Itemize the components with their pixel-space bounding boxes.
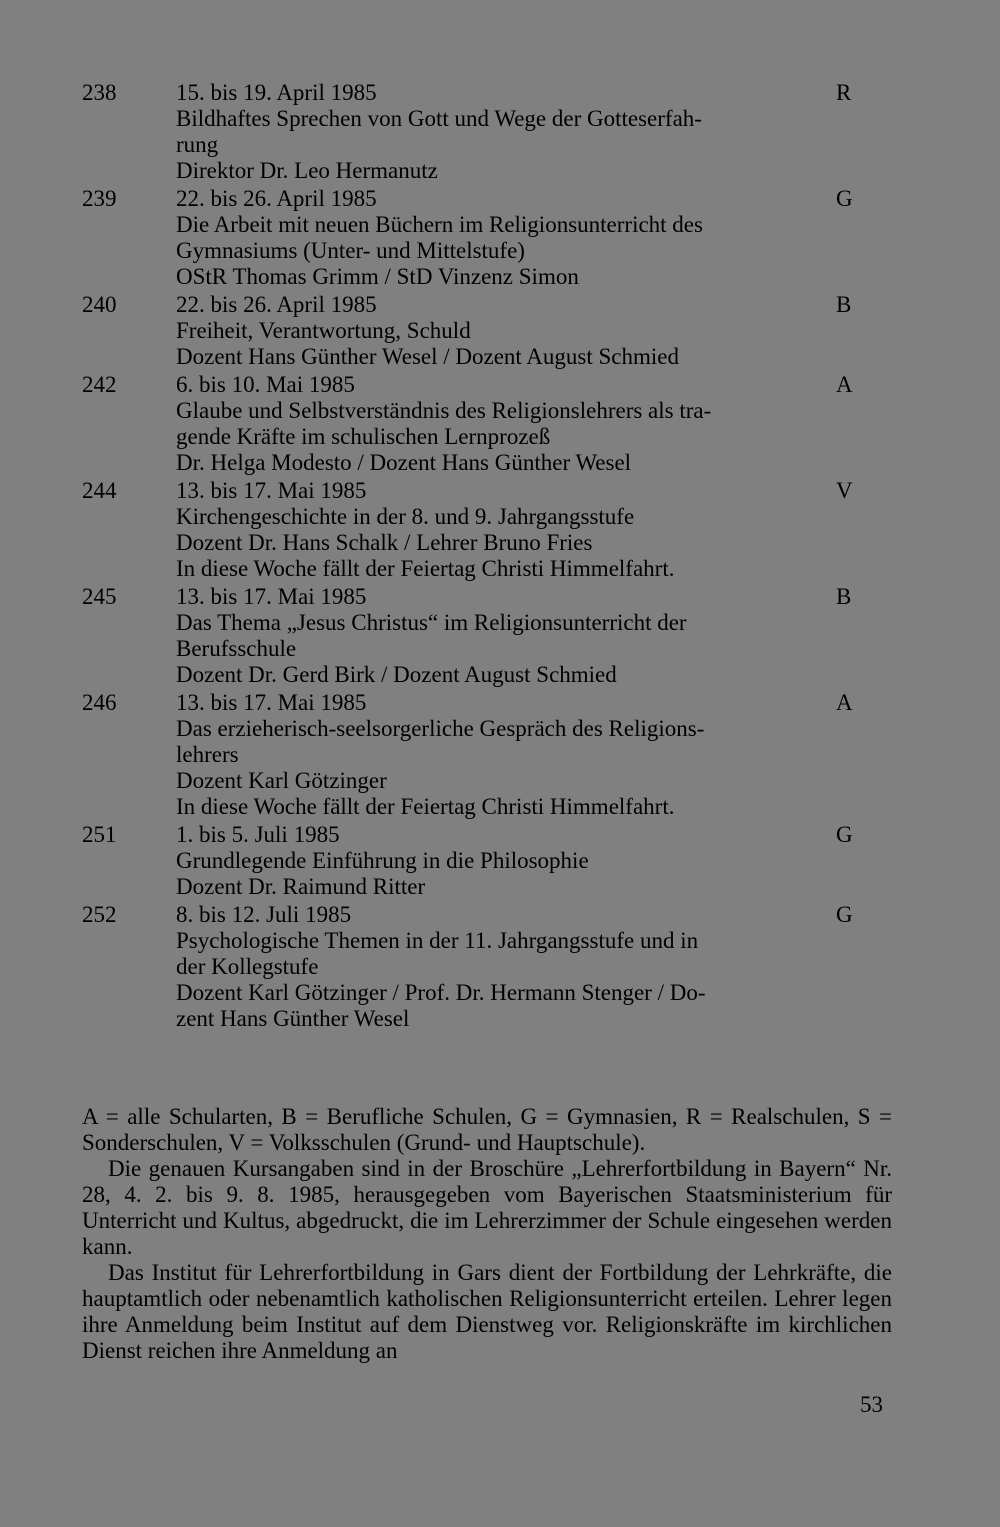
course-entry — [82, 478, 862, 582]
course-entry — [82, 372, 862, 476]
course-date: 22. bis 26. April 1985 — [176, 292, 377, 317]
course-line: Dozent Hans Günther Wesel / Dozent August Schmied — [176, 344, 679, 369]
course-entry — [82, 902, 862, 1032]
course-entry — [82, 80, 862, 184]
school-type-code: G — [836, 902, 853, 927]
course-date: 22. bis 26. April 1985 — [176, 186, 377, 211]
course-line: der Kollegstufe — [176, 954, 319, 979]
course-number: 245 — [82, 584, 117, 609]
course-line: Das Thema „Jesus Christus“ im Religionsunterricht der — [176, 610, 687, 635]
course-line: Dozent Karl Götzinger — [176, 768, 387, 793]
course-number: 244 — [82, 478, 117, 503]
school-type-code: R — [836, 80, 852, 105]
course-line: OStR Thomas Grimm / StD Vinzenz Simon — [176, 264, 579, 289]
school-type-code: B — [836, 292, 852, 317]
explanatory-text — [82, 1104, 892, 1364]
course-line: Kirchengeschichte in der 8. und 9. Jahrgangsstufe — [176, 504, 635, 529]
course-entry — [82, 186, 862, 290]
course-line: lehrers — [176, 742, 239, 767]
course-number: 252 — [82, 902, 117, 927]
course-line: Direktor Dr. Leo Hermanutz — [176, 158, 438, 183]
course-date: 13. bis 17. Mai 1985 — [176, 584, 367, 609]
school-type-code: G — [836, 186, 853, 211]
course-date: 6. bis 10. Mai 1985 — [176, 372, 355, 397]
institute-paragraph: Das Institut für Lehrerfortbildung in Gars dient der Fortbildung der Lehrkräfte, die hauptamtlich oder nebenamtlich katholischen Religionsunterricht erteilen. Lehrer legen ihre Anmeldung beim Institut auf dem Dienstweg vor. Religionskräfte im kirchlichen Dienst reichen ihre Anmeldung an — [82, 1260, 892, 1363]
course-line: Das erzieherisch-seelsorgerliche Gespräch des Religions- — [176, 716, 705, 741]
course-date: 13. bis 17. Mai 1985 — [176, 690, 367, 715]
course-line: gende Kräfte im schulischen Lernprozeß — [176, 424, 551, 449]
course-line: Die Arbeit mit neuen Büchern im Religionsunterricht des — [176, 212, 703, 237]
brochure-paragraph: Die genauen Kursangaben sind in der Broschüre „Lehrerfortbildung in Bayern“ Nr. 28, 4. 2. bis 9. 8. 1985, herausgegeben vom Bayerischen Staatsministerium für Unterricht und Kultus, abgedruckt, die im Lehrerzimmer der Schule eingesehen werden kann. — [82, 1156, 892, 1259]
course-date: 15. bis 19. April 1985 — [176, 80, 377, 105]
course-line: Dozent Dr. Hans Schalk / Lehrer Bruno Fries — [176, 530, 593, 555]
course-date: 1. bis 5. Juli 1985 — [176, 822, 340, 847]
course-number: 239 — [82, 186, 117, 211]
course-list — [82, 80, 862, 1034]
course-line: zent Hans Günther Wesel — [176, 1006, 410, 1031]
course-date: 8. bis 12. Juli 1985 — [176, 902, 352, 927]
course-line: Dozent Dr. Raimund Ritter — [176, 874, 426, 899]
course-number: 251 — [82, 822, 117, 847]
school-type-code: B — [836, 584, 852, 609]
course-line: In diese Woche fällt der Feiertag Christi Himmelfahrt. — [176, 556, 675, 581]
school-type-code: G — [836, 822, 853, 847]
course-line: Freiheit, Verantwortung, Schuld — [176, 318, 471, 343]
course-line: Dozent Karl Götzinger / Prof. Dr. Hermann Stenger / Do- — [176, 980, 706, 1005]
school-type-code: V — [836, 478, 853, 503]
course-number: 240 — [82, 292, 117, 317]
course-entry — [82, 822, 862, 900]
course-line: Gymnasiums (Unter- und Mittelstufe) — [176, 238, 525, 263]
course-line: Berufsschule — [176, 636, 297, 661]
course-line: Glaube und Selbstverständnis des Religionslehrers als tra- — [176, 398, 712, 423]
course-line: Grundlegende Einführung in die Philosophie — [176, 848, 589, 873]
course-line: rung — [176, 132, 219, 157]
course-number: 246 — [82, 690, 117, 715]
school-type-code: A — [836, 372, 853, 397]
course-date: 13. bis 17. Mai 1985 — [176, 478, 367, 503]
school-type-code: A — [836, 690, 853, 715]
course-line: Dr. Helga Modesto / Dozent Hans Günther Wesel — [176, 450, 632, 475]
course-line: Dozent Dr. Gerd Birk / Dozent August Schmied — [176, 662, 617, 687]
course-line: Bildhaftes Sprechen von Gott und Wege der Gotteserfah- — [176, 106, 702, 131]
legend-paragraph: A = alle Schularten, B = Berufliche Schulen, G = Gymnasien, R = Realschulen, S = Sonderschulen, V = Volksschulen (Grund- und Hauptschule). — [82, 1104, 892, 1155]
course-entry — [82, 584, 862, 688]
course-number: 242 — [82, 372, 117, 397]
course-line: In diese Woche fällt der Feiertag Christi Himmelfahrt. — [176, 794, 675, 819]
course-line: Psychologische Themen in der 11. Jahrgangsstufe und in — [176, 928, 699, 953]
course-entry — [82, 292, 862, 370]
page-number: 53 — [860, 1392, 883, 1417]
course-entry — [82, 690, 862, 820]
course-number: 238 — [82, 80, 117, 105]
